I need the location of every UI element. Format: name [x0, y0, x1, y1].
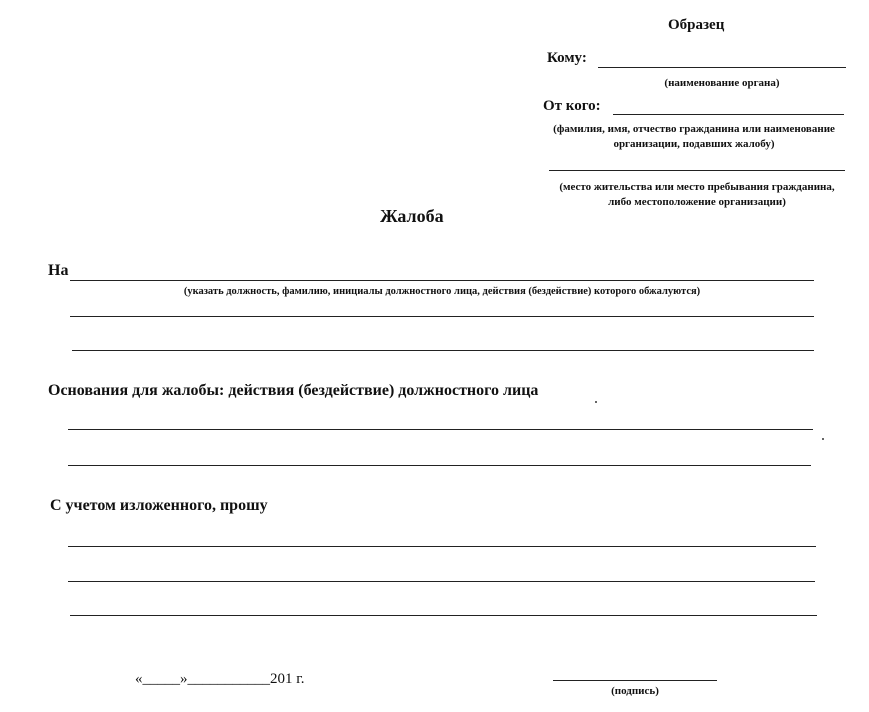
to-label: Кому:	[547, 50, 587, 66]
date-field[interactable]: «_____»___________201 г.	[135, 671, 305, 687]
request-field-line-2[interactable]	[68, 581, 815, 582]
from-field-line[interactable]	[613, 114, 844, 115]
request-label: С учетом изложенного, прошу	[50, 497, 268, 514]
address-field-line[interactable]	[549, 170, 845, 171]
address-caption	[534, 180, 860, 210]
from-caption-line-2: организации, подавших жалобу)	[613, 138, 775, 150]
grounds-field-line-1[interactable]	[68, 429, 813, 430]
scan-speck	[822, 438, 824, 440]
address-caption-line-2: либо местоположение организации)	[608, 196, 786, 208]
grounds-field-line-2[interactable]	[68, 465, 811, 466]
signature-caption: (подпись)	[611, 685, 659, 697]
on-label: На	[48, 262, 69, 279]
from-caption-line-1: (фамилия, имя, отчество гражданина или наименование	[553, 123, 835, 135]
from-label: От кого:	[543, 98, 601, 114]
document-title: Жалоба	[380, 206, 444, 226]
on-field-line-3[interactable]	[72, 350, 814, 351]
on-caption: (указать должность, фамилию, инициалы должностного лица, действия (бездействие) которого обжалуются)	[183, 286, 701, 297]
signature-line[interactable]	[553, 680, 717, 681]
sample-label: Образец	[668, 17, 725, 33]
grounds-label: Основания для жалобы: действия (бездействие) должностного лица	[48, 382, 539, 399]
on-field-line[interactable]	[70, 280, 814, 281]
on-field-line-2[interactable]	[70, 316, 814, 317]
to-field-line[interactable]	[598, 67, 846, 68]
address-caption-line-1: (место жительства или место пребывания гражданина,	[559, 181, 835, 193]
request-field-line-3[interactable]	[70, 615, 817, 616]
from-caption	[534, 122, 854, 152]
to-caption: (наименование органа)	[664, 77, 780, 89]
request-field-line-1[interactable]	[68, 546, 816, 547]
scan-speck	[595, 401, 597, 403]
